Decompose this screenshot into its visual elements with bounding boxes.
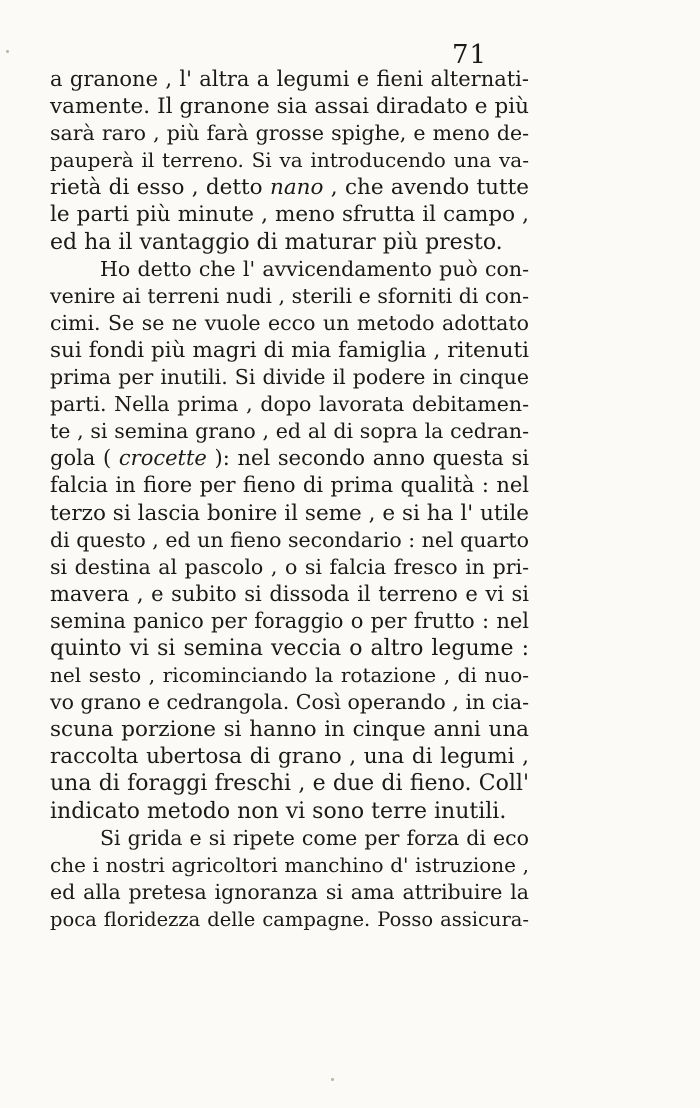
text-line: ed alla pretesa ignoranza si ama attribuire la: [50, 879, 529, 904]
text-line: rietà di esso , detto nano , che avendo tutte: [50, 175, 529, 201]
paper-speck: [6, 50, 9, 53]
text-line: che i nostri agricoltori manchino d' istruzione ,: [50, 852, 529, 877]
text-line: a granone , l' altra a legumi e fieni alternati-: [50, 67, 529, 91]
text-line: raccolta ubertosa di grano , una di legumi ,: [50, 744, 529, 770]
text-line: le parti più minute , meno sfrutta il campo ,: [50, 202, 529, 228]
text-line: Ho detto che l' avvicendamento può con-: [100, 256, 529, 281]
text-line: vo grano e cedrangola. Così operando , in cia-: [50, 690, 529, 715]
text-line: parti. Nella prima , dopo lavorata debitamen-: [50, 392, 529, 417]
text-line: Si grida e si ripete come per forza di eco: [100, 825, 529, 850]
body-text: [50, 66, 529, 933]
paper-speck: [331, 1078, 334, 1081]
text-line: cimi. Se se ne vuole ecco un metodo adottato: [50, 310, 529, 335]
text-line: nel sesto , ricominciando la rotazione , di nuo-: [50, 663, 529, 688]
text-line: venire ai terreni nudi , sterili e sforniti di con-: [50, 283, 529, 308]
text-line: una di foraggi freschi , e due di fieno. Coll': [50, 771, 529, 797]
text-line: terzo si lascia bonire il seme , e si ha l' utile: [50, 500, 529, 526]
text-line: si destina al pascolo , o si falcia fresco in pri-: [50, 554, 529, 579]
text-line: vamente. Il granone sia assai diradato e più: [50, 94, 529, 120]
text-line: sui fondi più magri di mia famiglia , ritenuti: [50, 337, 529, 363]
text-line: indicato metodo non vi sono terre inutili.: [50, 798, 507, 824]
text-line: ed ha il vantaggio di maturar più presto.: [50, 229, 503, 255]
text-line: pauperà il terreno. Si va introducendo una va-: [50, 148, 529, 173]
page-number: 71: [452, 40, 488, 70]
text-line: sarà raro , più farà grosse spighe, e meno de-: [50, 121, 529, 146]
text-line: prima per inutili. Si divide il podere in cinque: [50, 365, 529, 390]
text-line: scuna porzione si hanno in cinque anni una: [50, 717, 529, 743]
text-line: poca floridezza delle campagne. Posso assicura-: [50, 907, 529, 931]
text-line: di questo , ed un fieno secondario : nel quarto: [50, 527, 529, 552]
text-line: gola ( crocette ): nel secondo anno questa si: [50, 446, 529, 471]
text-line: semina panico per foraggio o per frutto : nel: [50, 608, 529, 633]
text-line: quinto vi si semina veccia o altro legume :: [50, 635, 529, 661]
text-line: mavera , e subito si dissoda il terreno e vi si: [50, 581, 529, 606]
text-line: te , si semina grano , ed al di sopra la cedran-: [50, 419, 529, 444]
text-line: falcia in fiore per fieno di prima qualità : nel: [50, 473, 529, 498]
